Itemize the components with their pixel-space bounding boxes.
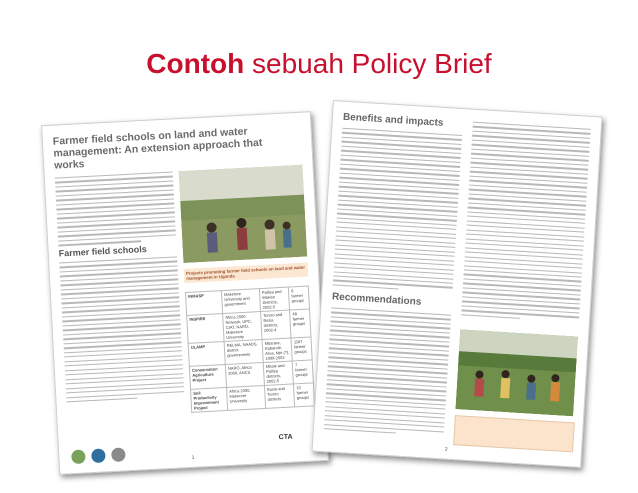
- recommendations-text: [324, 307, 451, 440]
- table-cell: Africa 2000 Network, UPC, CIAT, NARO, Makerere University: [223, 312, 262, 342]
- note-box: [453, 415, 575, 452]
- slide-title-bold: Contoh: [146, 48, 245, 79]
- page-2-number: 2: [444, 446, 448, 453]
- table-cell: ULAMP: [188, 342, 225, 367]
- table-cell: 48 farmer groups: [290, 309, 311, 338]
- table-cell: INSPIRE: [187, 314, 224, 344]
- table-cell: Mbale and Pallisa districts, 2002-5: [263, 361, 293, 386]
- brief-title: Farmer field schools on land and water management: An extension approach that works: [52, 125, 263, 172]
- intro-text: [55, 171, 177, 249]
- policy-brief-page-1: [41, 111, 329, 475]
- cta-logo: CTA: [278, 433, 293, 442]
- recommendations-heading: Recommendations: [331, 291, 422, 308]
- table-cell: Soil Productivity Improvement Project: [191, 387, 228, 412]
- slide-title-rest: sebuah Policy Brief: [252, 48, 492, 79]
- benefits-heading: Benefits and impacts: [342, 111, 444, 129]
- section-text: [59, 256, 184, 405]
- field-photo: [179, 165, 308, 263]
- table-cell: RELMA, NAADS, district governments: [224, 340, 263, 365]
- table-cell: Makerere University and government: [221, 289, 260, 314]
- table-cell: Busia and Tororo districts: [264, 384, 294, 409]
- table-cell: 6 farmer groups: [289, 286, 310, 310]
- table-cell: Africa 2000, Makerere University: [226, 385, 265, 410]
- slide-title: [0, 48, 638, 80]
- policy-brief-page-2: [312, 100, 603, 468]
- logo-3-icon: [111, 447, 126, 462]
- table-cell: 7 farmer groups: [292, 360, 313, 384]
- table-cell: 1187 farmer groups: [291, 337, 312, 361]
- benefits-text: [332, 128, 462, 296]
- projects-table: [185, 286, 315, 413]
- table-cell: Mbarara, Kabarole, Arua, Mpi (?), 1999-2003: [262, 338, 292, 363]
- table-cell: 10 farmer groups: [294, 383, 315, 407]
- table-cell: INMASP: [185, 291, 222, 316]
- page-1-number: 1: [191, 454, 195, 461]
- right-column-text: [461, 122, 591, 326]
- section-heading: Farmer field schools: [58, 243, 147, 259]
- farmers-photo: [455, 329, 578, 416]
- table-cell: NARO, Africa 2000, ANCS: [225, 363, 264, 388]
- table-title: Projects promoting farmer field schools on land and water management in Uganda: [184, 263, 309, 283]
- logo-2-icon: [91, 448, 106, 463]
- table-cell: Pallisa and Wakiso Districts, 2002-5: [259, 287, 289, 312]
- logo-1-icon: [71, 449, 86, 464]
- table-cell: Conservation Agriculture Project: [189, 364, 226, 389]
- table-cell: Tororo and Busia districts, 2002-4: [260, 310, 291, 339]
